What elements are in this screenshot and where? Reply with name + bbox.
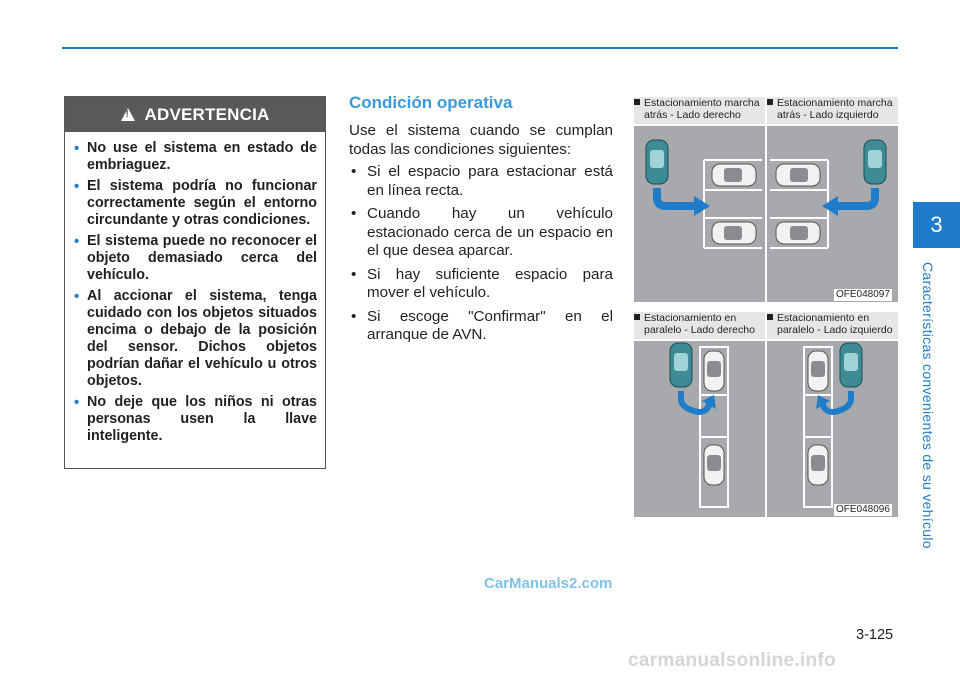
chapter-number: 3 <box>930 212 943 237</box>
parked-car <box>704 351 724 391</box>
caption-parallel-left <box>767 312 898 339</box>
warning-triangle-icon <box>121 108 135 121</box>
caption-reverse-right <box>634 97 765 124</box>
parked-car <box>704 445 724 485</box>
condition-item: • Cuando hay un vehículo estacionado cerca de un espacio en el que desea aparcar. <box>349 205 613 261</box>
warning-list <box>65 132 325 445</box>
caption-line: atrás - Lado izquierdo <box>777 109 879 121</box>
watermark-bottom: carmanualsonline.info <box>628 650 836 671</box>
caption-line: Estacionamiento marcha <box>644 97 760 109</box>
warning-box <box>64 96 326 469</box>
warning-item: • El sistema podría no funcionar correctamente según el entorno circundante y otras condiciones. <box>77 178 317 229</box>
caption-reverse-left <box>767 97 898 124</box>
ego-car <box>864 140 886 184</box>
caption-line: atrás - Lado derecho <box>644 109 741 121</box>
caption-line: Estacionamiento marcha <box>777 97 893 109</box>
watermark-center: CarManuals2.com <box>484 575 613 592</box>
ego-car <box>646 140 668 184</box>
warning-item: • Al accionar el sistema, tenga cuidado con los objetos situados encima o debajo de la posición del sensor. Dichos objetos podrían dañar el vehículo u otros objetos. <box>77 288 317 390</box>
page-number: 3-125 <box>856 627 894 643</box>
condition-item: • Si hay suficiente espacio para mover el vehículo. <box>349 266 613 303</box>
parked-car <box>776 222 820 244</box>
warning-item: • El sistema puede no reconocer el objeto demasiado cerca del vehículo. <box>77 233 317 284</box>
condition-item: • Si escoge "Confirmar" en el arranque de AVN. <box>349 308 613 345</box>
parallel-parking-illustration <box>634 341 898 517</box>
header-rule <box>62 47 898 49</box>
condition-item: • Si el espacio para estacionar está en línea recta. <box>349 163 613 200</box>
section-title: Condición operativa <box>349 93 513 112</box>
condition-list <box>349 163 613 350</box>
warning-item: • No deje que los niños ni otras personas usen la llave inteligente. <box>77 394 317 445</box>
caption-parallel-right <box>634 312 765 339</box>
caption-line: Estacionamiento en <box>644 312 737 324</box>
warning-item: • No use el sistema en estado de embriaguez. <box>77 140 317 174</box>
ego-car <box>840 343 862 387</box>
parked-car <box>712 222 756 244</box>
caption-line: paralelo - Lado derecho <box>644 324 755 336</box>
chapter-number-tab <box>913 202 960 248</box>
ego-car <box>670 343 692 387</box>
parked-car <box>808 445 828 485</box>
figure-code: OFE048096 <box>836 504 890 515</box>
parked-car <box>776 164 820 186</box>
chapter-title: Características convenientes de su vehículo <box>920 262 936 549</box>
caption-line: paralelo - Lado izquierdo <box>777 324 893 336</box>
warning-title: ADVERTENCIA <box>144 104 270 124</box>
section-intro: Use el sistema cuando se cumplan todas las condiciones siguientes: <box>349 122 613 158</box>
figure-code: OFE048097 <box>836 289 890 300</box>
parked-car <box>808 351 828 391</box>
parked-car <box>712 164 756 186</box>
reverse-parking-illustration <box>634 126 898 302</box>
warning-header <box>65 97 325 132</box>
caption-line: Estacionamiento en <box>777 312 870 324</box>
